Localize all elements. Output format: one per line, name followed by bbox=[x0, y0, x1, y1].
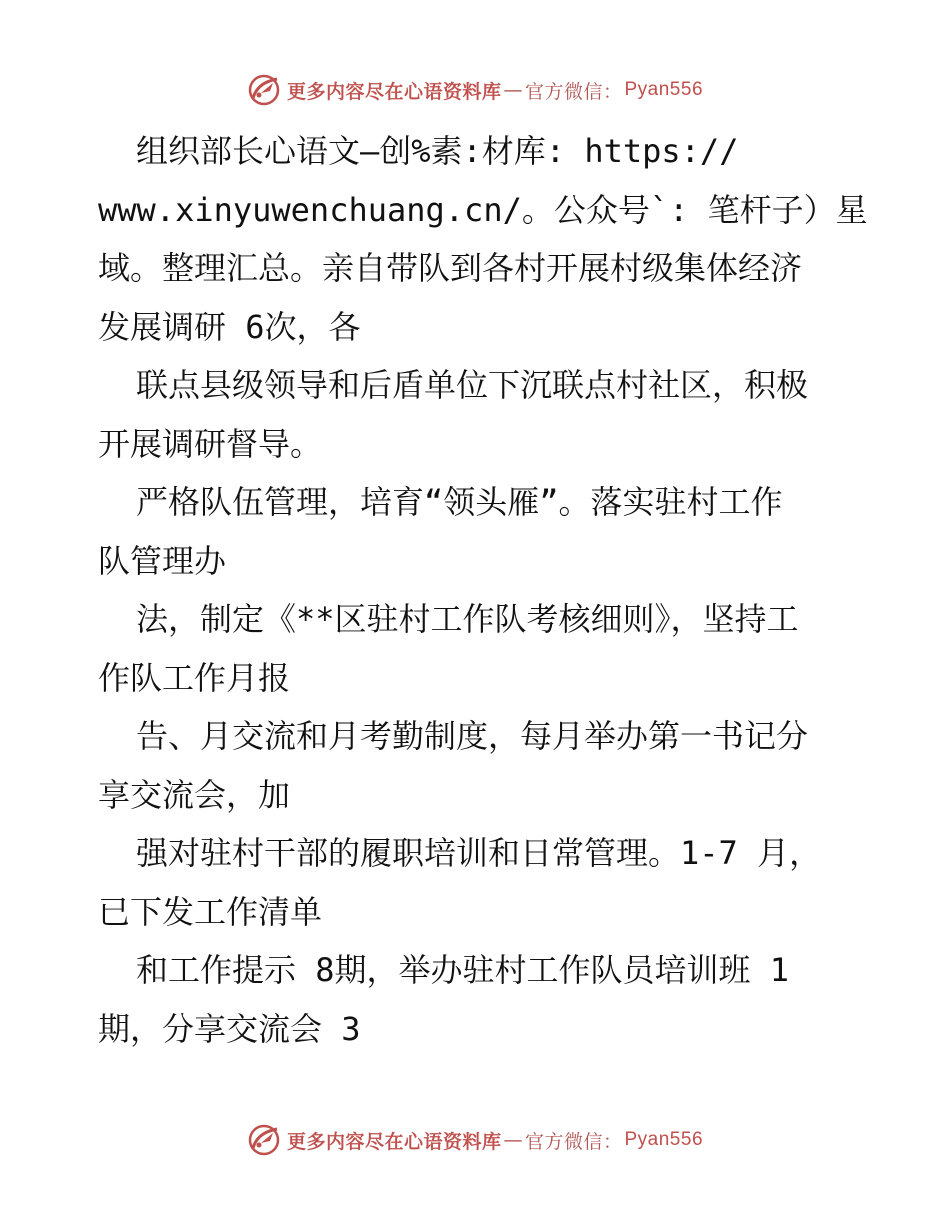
document-body bbox=[98, 122, 868, 1058]
banner-separator: — bbox=[503, 79, 523, 101]
body-line: 作队工作月报 bbox=[98, 658, 291, 697]
body-line: 发展调研 6次，各 bbox=[98, 307, 361, 346]
body-line: 队管理办 bbox=[98, 541, 227, 580]
banner-separator: — bbox=[503, 1129, 523, 1151]
banner-wechat-label: 官方微信： bbox=[524, 80, 623, 103]
pen-logo-icon bbox=[247, 1123, 281, 1157]
pen-logo-icon bbox=[247, 73, 281, 107]
body-line: 组织部长心语文—创%素:材库: https:// bbox=[136, 132, 739, 170]
banner-wechat-label: 官方微信： bbox=[524, 1130, 623, 1153]
banner-wechat-id: Pyan556 bbox=[624, 79, 704, 100]
body-line: 和工作提示 8期，举办驻村工作队员培训班 1 bbox=[136, 951, 790, 989]
body-line: www.xinyuwenchuang.cn/。公众号`: 笔杆子）星 bbox=[98, 190, 868, 229]
body-line: 期，分享交流会 3 bbox=[98, 1009, 361, 1048]
body-line: 享交流会，加 bbox=[98, 775, 291, 814]
body-line: 强对驻村干部的履职培训和日常管理。1-7 月， bbox=[136, 834, 822, 872]
body-line: 法，制定《**区驻村工作队考核细则》，坚持工 bbox=[136, 600, 799, 638]
header-banner[interactable] bbox=[0, 70, 950, 110]
body-line: 域。整理汇总。亲自带队到各村开展村级集体经济 bbox=[98, 249, 803, 287]
footer-banner[interactable] bbox=[0, 1120, 950, 1160]
banner-wechat-id: Pyan556 bbox=[624, 1129, 704, 1150]
body-line: 开展调研督导。 bbox=[98, 424, 323, 463]
body-line: 已下发工作清单 bbox=[98, 892, 323, 931]
body-line: 告、月交流和月考勤制度，每月举办第一书记分 bbox=[136, 717, 809, 755]
body-line: 严格队伍管理，培育“领头雁”。落实驻村工作 bbox=[136, 483, 783, 521]
banner-main-text: 更多内容尽在心语资料库 bbox=[286, 1130, 502, 1153]
body-line: 联点县级领导和后盾单位下沉联点村社区，积极 bbox=[136, 366, 809, 404]
banner-main-text: 更多内容尽在心语资料库 bbox=[286, 80, 502, 103]
